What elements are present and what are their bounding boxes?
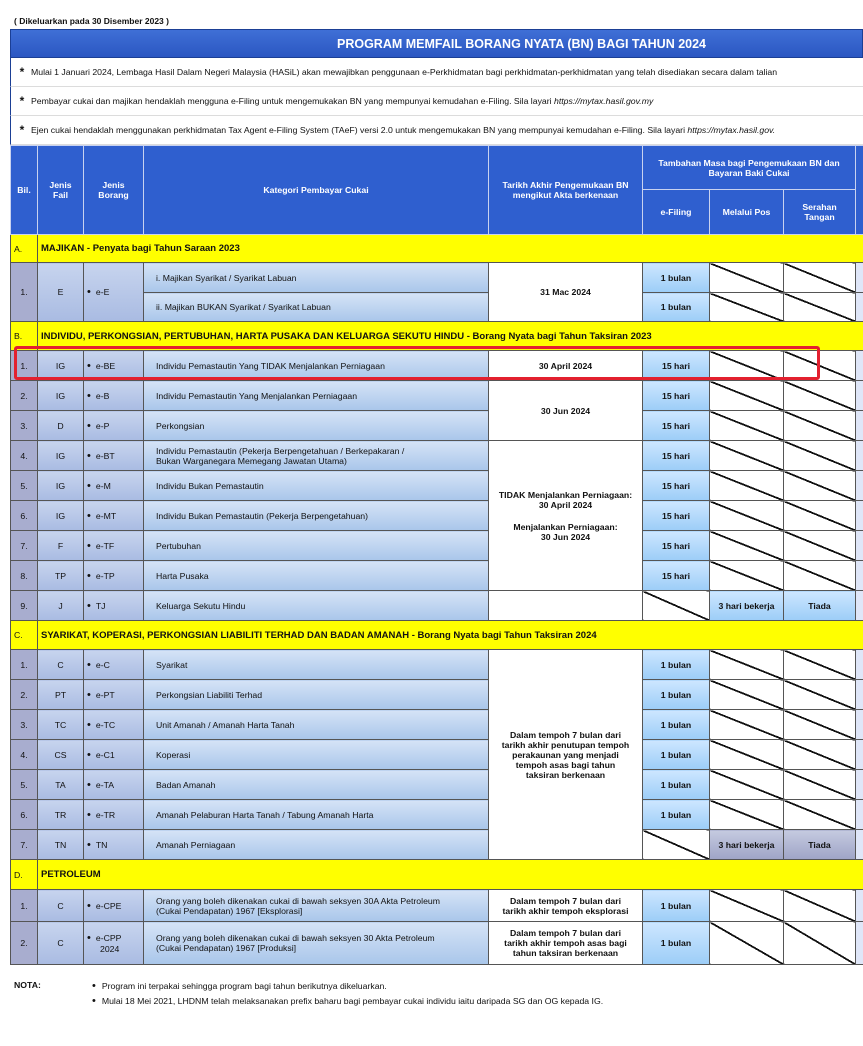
header-tambahan: Tambahan Masa bagi Pengemukaan BN dan Bayaran Baki Cukai [643, 146, 856, 190]
row-efiling: 15 hari [643, 501, 710, 531]
table-row [11, 471, 863, 501]
tarikh-line: Dalam tempoh 7 bulan dari [509, 895, 622, 906]
row-kategori: Individu Pemastautin Yang Menjalankan Perniagaan [144, 381, 489, 411]
borang-label: e-MT [95, 510, 117, 521]
not-applicable-slash [784, 561, 856, 591]
row-tarikh [489, 922, 643, 965]
not-applicable-slash [784, 293, 856, 322]
borang-label: e-E [95, 287, 110, 297]
tarikh-line: Dalam tempoh 7 bulan dari [509, 729, 622, 740]
row-edge [856, 922, 863, 965]
tarikh-line: perakaunan yang menjadi [512, 749, 619, 760]
table-row [11, 800, 863, 830]
row-efiling: 1 bulan [643, 740, 710, 770]
note-text: Ejen cukai hendaklah menggunakan perkhidmatan Tax Agent e-Filing System (TAeF) versi 2.0 untuk mengemukakan BN yang mempunyai kemudahan e-Filing. Sila layari [31, 125, 685, 135]
row-efiling: 1 bulan [643, 680, 710, 710]
row-efiling: 1 bulan [643, 890, 710, 922]
not-applicable-slash [784, 710, 856, 740]
bullet-icon: • [87, 599, 91, 612]
not-applicable-slash [710, 293, 784, 322]
kategori-line: Bukan Warganegara Memegang Jawatan Utama) [156, 455, 347, 466]
row-kategori: Koperasi [144, 740, 489, 770]
filing-table [10, 145, 863, 965]
not-applicable-slash [710, 740, 784, 770]
note-line-2 [10, 87, 863, 116]
row-edge [856, 800, 863, 830]
row-fail: TR [38, 800, 84, 830]
not-applicable-slash [784, 263, 856, 293]
row-bil: 3. [11, 411, 38, 441]
note-line-3 [10, 116, 863, 145]
borang-label: e-TF [95, 540, 115, 551]
row-fail: TA [38, 770, 84, 800]
borang-label: e-M [95, 480, 111, 491]
header-tarikh: Tarikh Akhir Pengemukaan BN mengikut Akta berkenaan [489, 146, 643, 235]
tarikh-line: tempoh asas bagi tahun [515, 759, 616, 770]
table-row [11, 740, 863, 770]
section-code: D. [11, 860, 38, 890]
kategori-line: Individu Pemastautin (Pekerja Berpengetahuan / Berkepakaran / [156, 445, 405, 456]
borang-label-year: 2024 [100, 944, 120, 954]
row-fail: J [38, 591, 84, 621]
row-kategori: Amanah Pelaburan Harta Tanah / Tabung Amanah Harta [144, 800, 489, 830]
row-borang [84, 411, 144, 441]
kategori-line: Orang yang boleh dikenakan cukai di bawah seksyen 30A Akta Petroleum [156, 895, 440, 906]
row-kategori: Harta Pusaka [144, 561, 489, 591]
section-title: PETROLEUM [38, 860, 863, 890]
row-edge [856, 293, 863, 322]
note-text: Mulai 1 Januari 2024, Lembaga Hasil Dalam Negeri Malaysia (HASiL) akan mewajibkan penggunaan e-Perkhidmatan bagi perkhidmatan-perkhidmatan yang telah disediakan secara dalam talian [31, 67, 778, 77]
row-bil: 6. [11, 800, 38, 830]
not-applicable-slash [784, 531, 856, 561]
row-bil: 2. [11, 922, 38, 965]
not-applicable-slash [710, 411, 784, 441]
tarikh-line: tahun taksiran berkenaan [512, 948, 619, 958]
not-applicable-slash [710, 531, 784, 561]
not-applicable-slash [710, 471, 784, 501]
table-row [11, 381, 863, 411]
row-efiling: 1 bulan [643, 263, 710, 293]
row-efiling: 1 bulan [643, 293, 710, 322]
section-c-header [11, 621, 863, 650]
kategori-line: (Cukai Pendapatan) 1967 [Eksplorasi] [156, 905, 303, 916]
row-borang [84, 650, 144, 680]
kategori-line: (Cukai Pendapatan) 1967 [Produksi] [156, 943, 297, 953]
row-bil: 2. [11, 680, 38, 710]
row-borang [84, 263, 144, 322]
not-applicable-slash [710, 501, 784, 531]
program-sheet [10, 29, 863, 965]
note-text: Pembayar cukai dan majikan hendaklah mengguna e-Filing untuk mengemukakan BN yang mempunyai kemudahan e-Filing. Sila layari [31, 96, 552, 106]
row-kategori: Individu Bukan Pemastautin [144, 471, 489, 501]
row-kategori [144, 922, 489, 965]
not-applicable-slash [784, 381, 856, 411]
asterisk-icon: * [19, 94, 25, 108]
not-applicable-slash [784, 471, 856, 501]
not-applicable-slash [784, 441, 856, 471]
table-row [11, 922, 863, 965]
borang-label: TJ [95, 600, 106, 611]
not-applicable-slash [784, 680, 856, 710]
borang-label: TN [95, 839, 108, 850]
not-applicable-slash [784, 501, 856, 531]
borang-label: e-BT [95, 450, 115, 461]
table-row [11, 411, 863, 441]
row-kategori: Syarikat [144, 650, 489, 680]
header-edge [856, 146, 863, 235]
tarikh-line: tarikh akhir tempoh asas bagi [504, 938, 627, 948]
row-bil: 5. [11, 770, 38, 800]
row-efiling: 1 bulan [643, 770, 710, 800]
row-fail: C [38, 890, 84, 922]
section-title: INDIVIDU, PERKONGSIAN, PERTUBUHAN, HARTA PUSAKA DAN KELUARGA SEKUTU HINDU - Borang Nyata bagi Tahun Taksiran 2023 [38, 322, 863, 351]
tarikh-line: 30 Jun 2024 [540, 531, 591, 542]
row-kategori: Amanah Perniagaan [144, 830, 489, 860]
table-row [11, 650, 863, 680]
section-title: SYARIKAT, KOPERASI, PERKONGSIAN LIABILITI TERHAD DAN BADAN AMANAH - Borang Nyata bagi Tahun Taksiran 2024 [38, 621, 863, 650]
footer-note-text: Program ini terpakai sehingga program bagi tahun berikutnya dikeluarkan. [101, 981, 387, 991]
header-kategori: Kategori Pembayar Cukai [144, 146, 489, 235]
row-edge [856, 441, 863, 471]
mytax-link[interactable]: https://mytax.hasil.gov. [687, 125, 776, 135]
not-applicable-slash [710, 770, 784, 800]
row-efiling: 15 hari [643, 441, 710, 471]
row-edge [856, 471, 863, 501]
row-edge [856, 381, 863, 411]
section-a-header [11, 235, 863, 263]
row-bil: 1. [11, 351, 38, 381]
bullet-icon: • [87, 899, 91, 912]
row-borang [84, 710, 144, 740]
asterisk-icon: * [19, 123, 25, 137]
header-bil: Bil. [11, 146, 38, 235]
bullet-icon: • [87, 808, 91, 821]
bullet-icon: • [87, 449, 91, 462]
row-edge [856, 710, 863, 740]
row-tarikh [489, 441, 643, 591]
row-borang [84, 501, 144, 531]
bullet-icon: • [87, 509, 91, 522]
section-code: B. [11, 322, 38, 351]
not-applicable-slash [784, 770, 856, 800]
row-kategori [144, 441, 489, 471]
row-bil: 6. [11, 501, 38, 531]
row-efiling: 15 hari [643, 411, 710, 441]
tarikh-line: Menjalankan Perniagaan: [513, 521, 618, 532]
bullet-icon: • [87, 359, 91, 372]
not-applicable-slash [710, 922, 784, 965]
row-bil: 4. [11, 441, 38, 471]
row-borang [84, 561, 144, 591]
row-fail: E [38, 263, 84, 322]
table-row [11, 770, 863, 800]
borang-label: e-CPP [95, 933, 122, 943]
table-row [11, 591, 863, 621]
borang-label: e-TR [95, 809, 116, 820]
tarikh-line: 30 April 2024 [538, 499, 593, 510]
tarikh-line: tarikh akhir tempoh eksplorasi [502, 905, 629, 916]
row-edge [856, 830, 863, 860]
row-efiling: 1 bulan [643, 922, 710, 965]
borang-label: e-TA [95, 779, 115, 790]
row-fail: C [38, 922, 84, 965]
row-edge [856, 531, 863, 561]
row-edge [856, 680, 863, 710]
row-efiling: 1 bulan [643, 650, 710, 680]
tarikh-line: Dalam tempoh 7 bulan dari [509, 928, 622, 938]
row-edge [856, 890, 863, 922]
row-fail: C [38, 650, 84, 680]
not-applicable-slash [710, 710, 784, 740]
row-borang [84, 441, 144, 471]
row-efiling: 15 hari [643, 351, 710, 381]
row-fail: IG [38, 501, 84, 531]
row-fail: IG [38, 351, 84, 381]
not-applicable-slash [710, 800, 784, 830]
table-row [11, 710, 863, 740]
row-fail: D [38, 411, 84, 441]
row-tarikh [489, 890, 643, 922]
note-line-1 [10, 58, 863, 87]
table-row [11, 830, 863, 860]
bullet-icon: • [87, 286, 91, 298]
row-tarikh: 30 April 2024 [489, 351, 643, 381]
table-row [11, 680, 863, 710]
row-kategori [144, 890, 489, 922]
row-fail: PT [38, 680, 84, 710]
row-pos: 3 hari bekerja [710, 591, 784, 621]
bullet-icon: • [87, 932, 91, 944]
header-jenis-fail: Jenis Fail [38, 146, 84, 235]
row-efiling: 15 hari [643, 531, 710, 561]
footer-note-text: Mulai 18 Mei 2021, LHDNM telah melaksanakan prefix baharu bagi pembayar cukai individu iaitu daripada SG dan OG kepada IG. [101, 996, 604, 1006]
bullet-icon: • [87, 838, 91, 851]
row-edge [856, 650, 863, 680]
section-d-header [11, 860, 863, 890]
not-applicable-slash [710, 263, 784, 293]
row-tarikh-blank [489, 591, 643, 621]
row-fail: IG [38, 471, 84, 501]
bullet-icon: • [87, 569, 91, 582]
not-applicable-slash [784, 411, 856, 441]
header-jenis-borang: Jenis Borang [84, 146, 144, 235]
row-fail: IG [38, 441, 84, 471]
bullet-icon: • [87, 658, 91, 671]
row-efiling: 15 hari [643, 471, 710, 501]
bullet-icon: • [87, 479, 91, 492]
borang-label: e-TP [95, 570, 115, 581]
bullet-icon: • [92, 995, 96, 1007]
not-applicable-slash [710, 441, 784, 471]
row-efiling: 15 hari [643, 561, 710, 591]
row-borang [84, 740, 144, 770]
row-borang [84, 922, 144, 965]
header-pos: Melalui Pos [710, 190, 784, 235]
highlight-box [14, 346, 820, 380]
row-fail: TN [38, 830, 84, 860]
not-applicable-slash [784, 650, 856, 680]
row-kategori: Keluarga Sekutu Hindu [144, 591, 489, 621]
row-bil: 2. [11, 381, 38, 411]
row-edge [856, 770, 863, 800]
row-fail: IG [38, 381, 84, 411]
not-applicable-slash [784, 800, 856, 830]
section-code: C. [11, 621, 38, 650]
row-edge [856, 263, 863, 293]
table-row [11, 531, 863, 561]
row-edge [856, 351, 863, 381]
row-bil: 7. [11, 830, 38, 860]
row-borang [84, 591, 144, 621]
not-applicable-slash [643, 591, 710, 621]
row-tarikh: 31 Mac 2024 [489, 263, 643, 322]
bullet-icon: • [87, 748, 91, 761]
bullet-icon: • [87, 688, 91, 701]
row-bil: 9. [11, 591, 38, 621]
table-row [11, 561, 863, 591]
tarikh-line: TIDAK Menjalankan Perniagaan: [498, 489, 633, 500]
not-applicable-slash [784, 740, 856, 770]
borang-label: e-P [95, 420, 110, 431]
not-applicable-slash [710, 680, 784, 710]
borang-label: e-TC [95, 719, 116, 730]
row-borang [84, 531, 144, 561]
section-title: MAJIKAN - Penyata bagi Tahun Saraan 2023 [38, 235, 863, 263]
table-row [11, 441, 863, 471]
row-bil: 7. [11, 531, 38, 561]
row-kategori: Perkongsian Liabiliti Terhad [144, 680, 489, 710]
row-fail: TC [38, 710, 84, 740]
row-tarikh [489, 650, 643, 860]
not-applicable-slash [710, 381, 784, 411]
row-edge [856, 501, 863, 531]
row-borang [84, 800, 144, 830]
issued-date: ( Dikeluarkan pada 30 Disember 2023 ) [14, 16, 169, 26]
page-title: PROGRAM MEMFAIL BORANG NYATA (BN) BAGI TAHUN 2024 [10, 29, 863, 58]
row-bil: 1. [11, 263, 38, 322]
row-bil: 4. [11, 740, 38, 770]
bullet-icon: • [87, 539, 91, 552]
borang-label: e-CPE [95, 900, 122, 911]
row-edge [856, 411, 863, 441]
section-code: A. [11, 235, 38, 263]
row-kategori: Individu Pemastautin Yang TIDAK Menjalankan Perniagaan [144, 351, 489, 381]
row-borang [84, 471, 144, 501]
not-applicable-slash [784, 890, 856, 922]
table-row [11, 890, 863, 922]
row-kategori: Pertubuhan [144, 531, 489, 561]
row-bil: 3. [11, 710, 38, 740]
row-efiling: 1 bulan [643, 710, 710, 740]
row-bil: 1. [11, 890, 38, 922]
row-fail: F [38, 531, 84, 561]
borang-label: e-C [95, 659, 110, 670]
row-edge [856, 740, 863, 770]
footer-note [92, 980, 387, 992]
bullet-icon: • [87, 419, 91, 432]
asterisk-icon: * [19, 65, 25, 79]
row-kategori: ii. Majikan BUKAN Syarikat / Syarikat Labuan [144, 293, 489, 322]
row-kategori: Perkongsian [144, 411, 489, 441]
row-serahan: Tiada [784, 830, 856, 860]
row-efiling: 15 hari [643, 381, 710, 411]
not-applicable-slash [710, 561, 784, 591]
borang-label: e-PT [95, 689, 115, 700]
row-borang [84, 830, 144, 860]
tarikh-line: taksiran berkenaan [525, 769, 606, 780]
bullet-icon: • [87, 718, 91, 731]
borang-label: e-C1 [95, 749, 115, 760]
tarikh-line: tarikh akhir penutupan tempoh [501, 739, 630, 750]
header-serahan: Serahan Tangan [784, 190, 856, 235]
row-edge [856, 561, 863, 591]
mytax-link[interactable]: https://mytax.hasil.gov.my [554, 96, 654, 106]
not-applicable-slash [710, 650, 784, 680]
header-efiling: e-Filing [643, 190, 710, 235]
not-applicable-slash [643, 830, 710, 860]
row-borang [84, 890, 144, 922]
row-kategori: Badan Amanah [144, 770, 489, 800]
row-pos: 3 hari bekerja [710, 830, 784, 860]
bullet-icon: • [92, 980, 96, 992]
row-kategori: i. Majikan Syarikat / Syarikat Labuan [144, 263, 489, 293]
row-borang [84, 680, 144, 710]
row-bil: 5. [11, 471, 38, 501]
row-edge [856, 591, 863, 621]
borang-label: e-B [95, 390, 110, 401]
row-fail: CS [38, 740, 84, 770]
row-serahan: Tiada [784, 591, 856, 621]
borang-label: e-BE [95, 360, 116, 371]
bullet-icon: • [87, 389, 91, 402]
row-efiling: 1 bulan [643, 800, 710, 830]
footer-label: NOTA: [14, 980, 41, 990]
row-kategori: Individu Bukan Pemastautin (Pekerja Berpengetahuan) [144, 501, 489, 531]
not-applicable-slash [710, 890, 784, 922]
row-bil: 1. [11, 650, 38, 680]
table-row [11, 263, 863, 293]
bullet-icon: • [87, 778, 91, 791]
row-borang [84, 770, 144, 800]
kategori-line: Orang yang boleh dikenakan cukai di bawah seksyen 30 Akta Petroleum [156, 933, 435, 943]
footer-note [92, 995, 603, 1007]
table-row [11, 501, 863, 531]
row-fail: TP [38, 561, 84, 591]
row-borang [84, 381, 144, 411]
not-applicable-slash [784, 922, 856, 965]
row-tarikh: 30 Jun 2024 [489, 381, 643, 441]
row-bil: 8. [11, 561, 38, 591]
row-kategori: Unit Amanah / Amanah Harta Tanah [144, 710, 489, 740]
